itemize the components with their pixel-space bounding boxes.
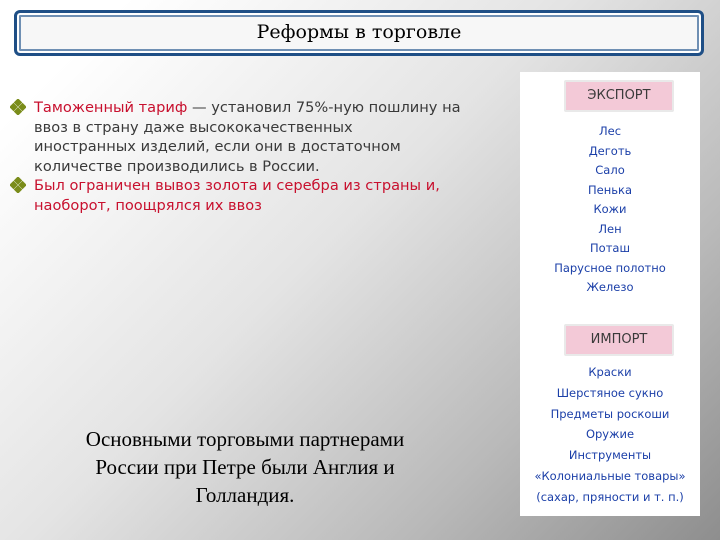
bullet-highlight: Таможенный тариф	[34, 99, 188, 116]
import-item: Оружие	[585, 427, 635, 442]
bullet-text-line	[34, 98, 510, 118]
bullet-text-line: наоборот, поощрялся их ввоз	[34, 196, 262, 214]
title-bar	[14, 10, 704, 56]
export-item: Деготь	[588, 143, 632, 158]
bullet-item-tariff	[10, 98, 510, 176]
partners-line: России при Петре были Англия и	[95, 455, 395, 479]
trade-panel	[520, 72, 700, 516]
export-item: Лес	[598, 124, 622, 138]
import-list	[520, 362, 700, 508]
export-list	[520, 122, 700, 298]
four-leaf-diamond-icon	[10, 99, 26, 115]
bullet-text-line: иностранных изделий, если они в достаточном	[34, 138, 401, 155]
bullet-text-part: — установил 75%-ную пошлину на	[187, 99, 461, 116]
export-item: Лен	[598, 221, 622, 236]
export-item: Поташ	[590, 241, 630, 255]
page-title: Реформы в торговле	[256, 21, 462, 43]
import-item: (сахар, пряности и т. п.)	[536, 489, 684, 504]
bullet-text-line: ввоз в страну даже высококачественных	[34, 118, 353, 136]
bullet-text-line: Был ограничен вывоз золота и серебра из страны и,	[34, 177, 440, 194]
import-item: Краски	[588, 365, 632, 379]
four-leaf-diamond-icon	[10, 177, 26, 193]
partners-line: Основными торговыми партнерами	[85, 427, 405, 451]
import-item: Шерстяное сукно	[556, 385, 664, 400]
bullet-list	[10, 98, 510, 215]
import-item: «Колониальные товары»	[534, 468, 686, 483]
export-item: Кожи	[593, 202, 627, 216]
import-item: Предметы роскоши	[550, 406, 670, 421]
partners-text	[20, 425, 470, 509]
import-header: ИМПОРТ	[564, 324, 674, 356]
export-item: Сало	[595, 163, 625, 177]
export-header: ЭКСПОРТ	[564, 80, 674, 112]
partners-line: Голландия.	[195, 483, 295, 507]
export-item: Пенька	[587, 182, 632, 197]
export-item: Парусное полотно	[554, 260, 666, 275]
import-item: Инструменты	[568, 448, 652, 463]
export-item: Железо	[586, 280, 634, 294]
bullet-text-line: количестве производились в России.	[34, 157, 320, 175]
bullet-item-gold	[10, 176, 510, 215]
